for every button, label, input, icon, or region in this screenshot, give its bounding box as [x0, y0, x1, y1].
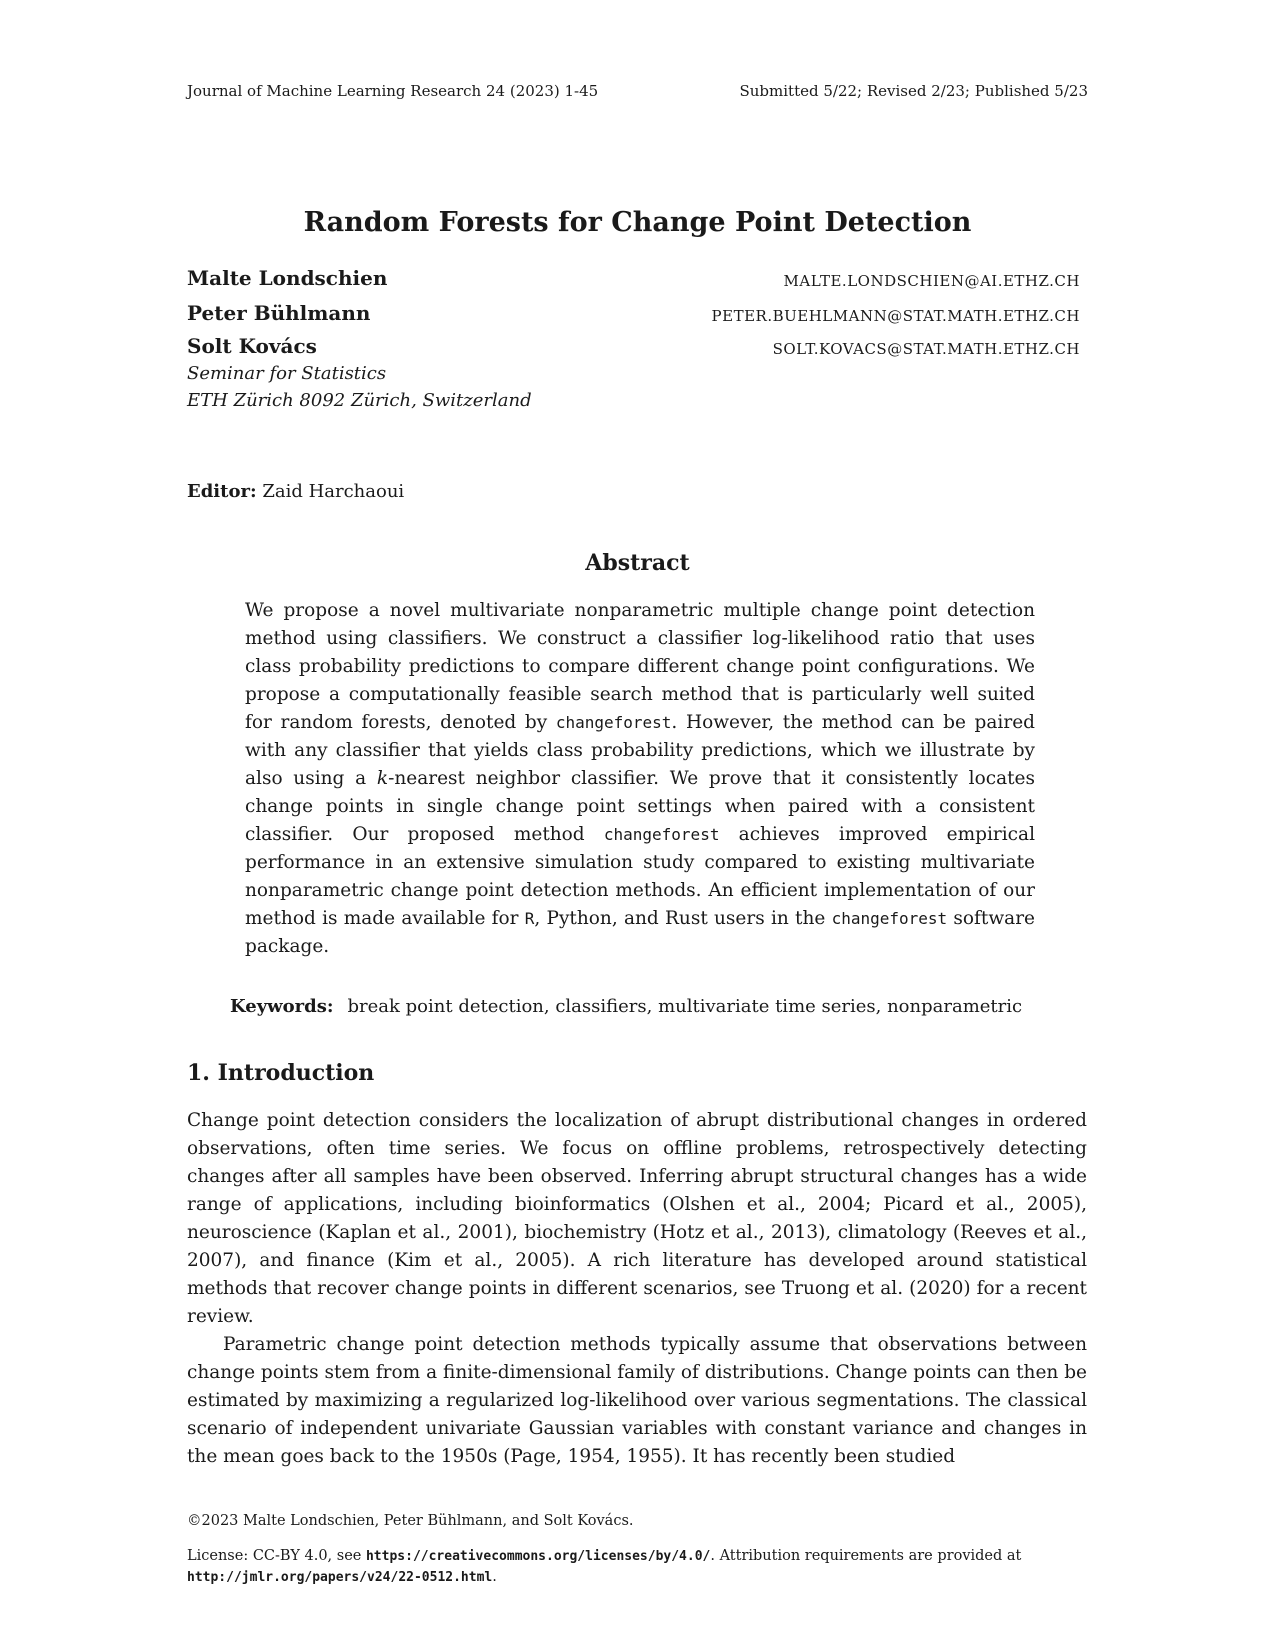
keywords-label: Keywords:	[230, 996, 334, 1017]
submission-dates: Submitted 5/22; Revised 2/23; Published 5/23	[739, 82, 1088, 100]
author-email: PETER.BUEHLMANN@STAT.MATH.ETHZ.CH	[711, 307, 1080, 325]
code-changeforest: changeforest	[555, 713, 672, 732]
paper-title: Random Forests for Change Point Detection	[303, 207, 972, 238]
abstract-heading: Abstract	[585, 550, 690, 576]
section-heading: 1. Introduction	[187, 1060, 375, 1086]
affiliation-line: ETH Zürich 8092 Zürich, Switzerland	[187, 390, 532, 411]
author-email: MALTE.LONDSCHIEN@AI.ETHZ.CH	[783, 272, 1080, 290]
editor-name: Zaid Harchaoui	[262, 481, 405, 502]
license-link[interactable]: https://creativecommons.org/licenses/by/4.0/	[365, 1549, 711, 1564]
affiliation-line: Seminar for Statistics	[187, 363, 387, 384]
editor-label: Editor:	[187, 481, 257, 502]
math-k: k	[376, 768, 389, 789]
author-name: Malte Londschien	[187, 266, 388, 290]
editor-line	[187, 481, 404, 502]
code-r: R	[524, 909, 535, 928]
author-name: Solt Kovács	[187, 334, 317, 358]
keywords-line	[230, 996, 1022, 1017]
abstract-body	[245, 597, 1035, 961]
section-body	[187, 1107, 1087, 1471]
body-paragraph: Parametric change point detection methods typically assume that observations between change points stem from a finite-dimensional family of distributions. Change points can then be estimated by maximizing a regularized log-likelihood over various segmentations. The classical scenario of independent univariate Gaussian variables with constant variance and changes in the mean goes back to the 1950s (Page, 1954, 1955). It has recently been studied	[187, 1334, 1087, 1467]
paper-link[interactable]: http://jmlr.org/papers/v24/22-0512.html	[187, 1570, 493, 1585]
author-email: SOLT.KOVACS@STAT.MATH.ETHZ.CH	[772, 340, 1080, 358]
author-name: Peter Bühlmann	[187, 301, 371, 325]
journal-header: Journal of Machine Learning Research 24 (2023) 1-45	[187, 82, 599, 100]
code-changeforest: changeforest	[603, 825, 720, 844]
keywords-text: break point detection, classifiers, multivariate time series, nonparametric	[347, 996, 1023, 1017]
license-notice: License: CC-BY 4.0, see https://creativecommons.org/licenses/by/4.0/. Attribution requirements are provided at http://jmlr.org/papers/v24/22-0512.html.	[187, 1548, 1022, 1585]
abstract-paragraph: We propose a novel multivariate nonparametric multiple change point detection method using classifiers. We construct a classifier log-likelihood ratio that uses class probability predictions to compare different change point configurations. We propose a computationally feasible search method that is particularly well suited for random forests, denoted by changeforest. However, the method can be paired with any classifier that yields class probability predictions, which we illustrate by also using a k-nearest neighbor classifier. We prove that it consistently locates change points in single change point settings when paired with a consistent classifier. Our proposed method changeforest achieves improved empirical performance in an extensive simulation study compared to existing multivariate nonparametric change point detection methods. An efficient implementation of our method is made available for R, Python, and Rust users in the changeforest software package.	[245, 600, 1035, 957]
code-changeforest: changeforest	[831, 909, 948, 928]
body-paragraph: Change point detection considers the localization of abrupt distributional changes in ordered observations, often time series. We focus on offline problems, retrospectively detecting changes after all samples have been observed. Inferring abrupt structural changes has a wide range of applications, including bioinformatics (Olshen et al., 2004; Picard et al., 2005), neuroscience (Kaplan et al., 2001), biochemistry (Hotz et al., 2013), climatology (Reeves et al., 2007), and finance (Kim et al., 2005). A rich literature has developed around statistical methods that recover change points in different scenarios, see Truong et al. (2020) for a recent review.	[187, 1110, 1087, 1327]
copyright-notice: ©2023 Malte Londschien, Peter Bühlmann, and Solt Kovács.	[187, 1513, 634, 1529]
